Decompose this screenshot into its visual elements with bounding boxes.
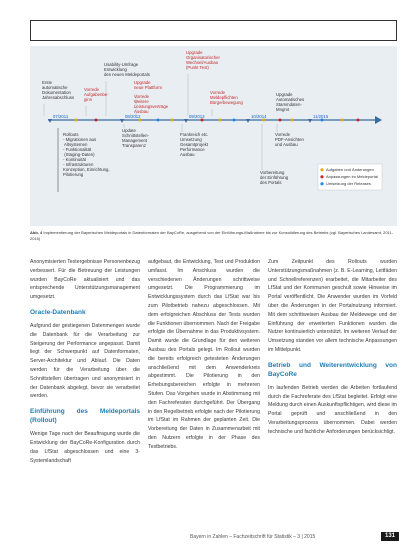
column-3 xyxy=(268,258,397,443)
header-bar xyxy=(30,20,397,41)
legend-label: Anpassungen im Meldeportal xyxy=(326,174,378,179)
caption-text: Implementierung der Bayerischen Meldeportals in Datenformaten der BayCoRe, ausgehend von der Einführungs-Maßnahme bis zur Konsolidierung des Betriebs (vgl. Bayerisches Landesamt, 2011-2015) xyxy=(30,230,394,241)
caption-lead: Abb. 4 xyxy=(30,230,43,235)
col1-body-2: Wenige Tage nach der Beauftragung wurde die Entwicklung der BayCoRe-Konfiguration durch das LfStat abgeschlossen und eine 3-Systemlandschaft xyxy=(30,431,140,464)
col1-intro: Anonymisierten Testergebnisse Personenbezug verbessert. Für die Betreuung der Leistungen wurden BayCoRe aktualisiert und das entsprechende Unterstützungsmanagement umgesetzt. xyxy=(30,259,140,301)
left-block-text: Rollouts - Migrationen aus Altsystemen - Funktionalität (Staging-Daten) - Kontinuität - Infrastrukturen Konzeption, Einrichtung, Pilotierung xyxy=(63,132,110,177)
below-item-label: Vorrede PDF-Ansichten und Ausbau xyxy=(275,132,304,147)
date-marker xyxy=(184,119,188,123)
date-marker xyxy=(308,119,312,123)
col2-body: aufgebaut, die Entwicklung, Test und Produktion umfasst. Im Anschluss wurden die verschiedenen Änderungen schrittweise umgesetzt. Die Programmierung im Entwicklungssystem durch das LfStat war bis zum Pilotbetrieb nahezu abgeschlossen. Mit dem erfolgreichen Abschluss der Tests wurden die Funktionen übernommen. Nach der Freigabe erfolgte die Übernahme in das Produktivsystem. Damit wurde die Grundlage für den weiteren Ausbau des Portals gelegt. Im Rollout wurden die bereits erfolgreich getesteten Änderungen anschließend mit dem Anwenderkreis abgestimmt. Die Pilotierung in den Erhebungsbereichen erfolgte in mehreren Stufen. Das Vorgehen wurde in Abstimmung mit den Fachreferaten durchgeführt. Der Übergang in den Regelbetrieb erfolgte nach der Pilotierung im LfStat im Rahmen der geplanten Zeit. Die Vorbereitung der Daten in Zusammenarbeit mit den Nutzern erfolgte in der Phase des Testbetriebs. xyxy=(148,259,260,450)
date-marker xyxy=(120,119,124,123)
figure-caption xyxy=(30,230,397,242)
timeline-event-dot xyxy=(139,119,142,122)
col1-heading-1: Oracle-Datenbank xyxy=(30,308,86,316)
timeline-event-dot xyxy=(171,119,174,122)
page-number: 131 xyxy=(381,532,399,541)
timeline-event-dot xyxy=(233,119,236,122)
timeline-event-dot xyxy=(341,119,344,122)
col3-heading: Betrieb und Weiterentwicklung von BayCoRe xyxy=(268,361,397,378)
col3-body-1: Zum Zeitpunkt des Rollouts wurden Unterstützungsmaßnahmen (z. B. E-Learning, Leitfäden und Schnellreferenzen) erarbeitet, die Mitarbeiter des LfStat und der Kommunen geschult sowie Hinweise im Portal veröffentlicht. Die Anwender wurden im Vorfeld über die Änderungen in der Portalnutzung informiert. Mit dem schrittweisen Ausbau der Meldewege und der Einführung der erweiterten Funktionen wurden die Nutzer kontinuierlich unterstützt. Im weiteren Verlauf der Umsetzung standen vor allem technische Anpassungen im Mittelpunkt. xyxy=(268,259,397,353)
above-item-label: Vorrede Meldepflichten Bürgerbewegung xyxy=(210,90,243,105)
legend-star-icon xyxy=(320,182,323,185)
timeline-event-dot xyxy=(357,119,360,122)
timeline-date-label: 10/2014 xyxy=(251,114,267,119)
col1-body-1: Aufgrund der gestiegenen Datenmengen wurde die Datenbank für die Verarbeitung zur Steigerung der Performance angepasst. Damit liegt der Schwerpunkt auf Datenformaten, Server-Architektur und Ablauf. Die Daten werden für die Verarbeitung über die Schnittstellen übertragen und anonymisiert in der Datenbank abgelegt, bevor sie verarbeitet werden. xyxy=(30,322,140,400)
timeline-arrowhead xyxy=(375,116,382,124)
timeline-event-dot xyxy=(75,119,78,122)
above-item-label: Erste automatische Dokumentation Jahresabschluss xyxy=(42,80,75,100)
date-marker xyxy=(246,119,250,123)
timeline-date-label: 07/2011 xyxy=(53,114,69,119)
timeline-event-dot xyxy=(157,119,160,122)
timeline-event-dot xyxy=(321,119,324,122)
col1-heading-2: Einführung des Meldeportals (Rollout) xyxy=(30,408,140,425)
timeline-figure xyxy=(30,46,397,226)
timeline-event-dot xyxy=(219,119,222,122)
date-marker xyxy=(48,119,52,123)
above-item-label: Upgrade Organisatorischer Wechsel/Ausbau (Punkt Test) xyxy=(186,50,220,70)
timeline-date-label: 09/2013 xyxy=(189,114,205,119)
legend-label: Aufgaben und Änderungen xyxy=(326,167,374,172)
timeline-event-dot xyxy=(95,119,98,122)
legend-star-icon xyxy=(320,168,323,171)
above-item-label: Vorrede Aufgabenbe-ginn xyxy=(84,87,109,102)
column-2 xyxy=(148,258,260,458)
footer-text: Bayern in Zahlen – Fachzeitschrift für Statistik – 3 | 2015 xyxy=(190,534,316,540)
above-item-label: Vorrede Weitere Leistungsverträge Ausbau xyxy=(134,94,169,114)
timeline-event-dot xyxy=(263,119,266,122)
legend-label: Umsetzung der Releases xyxy=(326,181,371,186)
below-item-label: Frankreich etc. Umsetzung Gesamtprojekt Performance Ausbau xyxy=(180,132,209,157)
timeline-event-dot xyxy=(201,119,204,122)
timeline-diagram xyxy=(30,46,397,226)
timeline-date-label: 11/2015 xyxy=(313,114,329,119)
above-item-label: Usability-Umfrage Entwicklung des neuen Meldeportals xyxy=(104,62,150,77)
timeline-event-dot xyxy=(291,119,294,122)
below-item-label: Update Schnittstellen-Management Transparenz xyxy=(122,128,149,148)
col3-body-2: Im laufenden Betrieb werden die Arbeiten fortlaufend durch die Fachreferate des LfStat begleitet. Erfolgt eine Meldung durch einen Auskunftspflichtigen, wird diese im Portal geprüft und anschließend in den Verarbeitungsprozess übernommen. Dabei werden technische und fachliche Anforderungen berücksichtigt. xyxy=(268,384,397,435)
legend-star-icon xyxy=(320,175,323,178)
above-item-label: Upgrade neue Plattform xyxy=(134,80,162,90)
column-1 xyxy=(30,258,140,471)
timeline-event-dot xyxy=(279,119,282,122)
timeline-date-label: 08/2012 xyxy=(125,114,141,119)
below-item-label: Vorbereitung der Einführung des Portals xyxy=(260,170,289,185)
above-item-label: Upgrade Automatisches Stammdaten-Mngmt xyxy=(276,92,305,112)
